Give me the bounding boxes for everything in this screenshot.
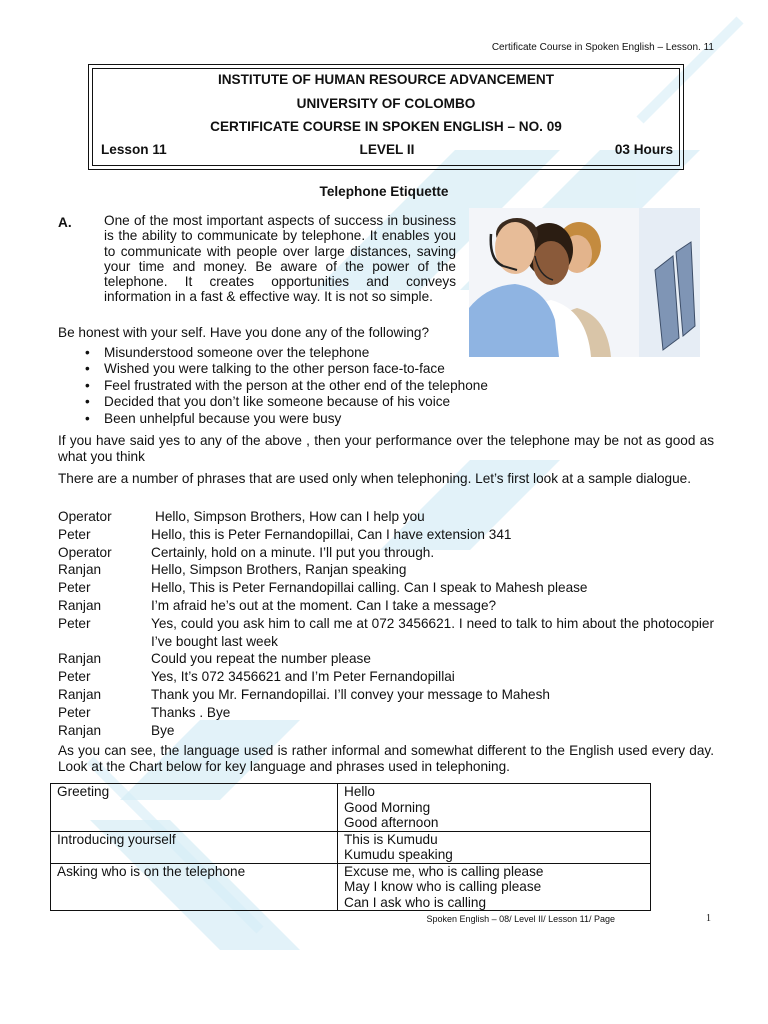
header-box-inner xyxy=(92,68,680,166)
list-item: • Feel frustrated with the person at the other end of the telephone xyxy=(58,378,658,394)
dialogue-line: Yes, It’s 072 3456621 and I’m Peter Fernandopillai xyxy=(151,669,455,685)
dialogue-row xyxy=(58,668,714,686)
speaker-name: Ranjan xyxy=(58,722,102,738)
speaker-name: Peter xyxy=(58,580,91,596)
dialogue-row xyxy=(58,722,714,740)
speaker-name: Peter xyxy=(58,526,91,542)
dialogue-row xyxy=(58,561,714,579)
page-footer: Spoken English – 08/ Level II/ Lesson 11/ Page xyxy=(426,914,615,924)
page-number: 1 xyxy=(706,913,711,924)
page-title: Telephone Etiquette xyxy=(319,184,449,199)
phrase: Can I ask who is calling xyxy=(344,894,487,910)
phrases-chart xyxy=(50,783,651,911)
dialogue-row xyxy=(58,579,714,597)
chart-phrases xyxy=(338,784,651,832)
dialogue-line: Bye xyxy=(151,722,175,738)
section-letter: A. xyxy=(58,215,72,230)
running-head: Certificate Course in Spoken English – Lesson. 11 xyxy=(491,42,714,53)
phrase: May I know who is calling please xyxy=(344,879,542,894)
lesson-row xyxy=(101,142,673,157)
list-item: • Decided that you don’t like someone because of his voice xyxy=(58,394,658,410)
speaker-name: Peter xyxy=(58,704,91,720)
phrase: Good afternoon xyxy=(344,815,439,830)
dialogue-line: Thank you Mr. Fernandopillai. I’ll convey your message to Mahesh xyxy=(151,686,550,702)
phrases-paragraph: There are a number of phrases that are used only when telephoning. Let’s first look at a sample dialogue. xyxy=(58,471,691,486)
dialogue-row xyxy=(58,704,714,722)
chart-phrases xyxy=(338,831,651,863)
chart-label: Asking who is on the telephone xyxy=(51,863,338,911)
language-paragraph: As you can see, the language used is rather informal and somewhat different to the English used every day. Look at the Chart below for key language and phrases used in telephoning. xyxy=(58,743,714,774)
speaker-name: Ranjan xyxy=(58,686,102,702)
speaker-name: Operator xyxy=(58,544,112,560)
list-item: • Wished you were talking to the other person face-to-face xyxy=(58,361,658,377)
dialogue-row xyxy=(58,508,714,526)
course-name: CERTIFICATE COURSE IN SPOKEN ENGLISH – NO. 09 xyxy=(210,119,562,134)
dialogue-line: Hello, Simpson Brothers, Ranjan speaking xyxy=(151,562,407,578)
table-row xyxy=(51,784,651,832)
dialogue-row xyxy=(58,597,714,615)
dialogue-line: Hello, This is Peter Fernandopillai calling. Can I speak to Mahesh please xyxy=(151,580,588,596)
dialogue-line: I’m afraid he’s out at the moment. Can I take a message? xyxy=(151,597,497,613)
chart-phrases xyxy=(338,863,651,911)
lesson-number: Lesson 11 xyxy=(101,142,167,157)
phrase: Kumudu speaking xyxy=(344,847,453,862)
list-item: • Been unhelpful because you were busy xyxy=(58,411,658,427)
speaker-name: Ranjan xyxy=(58,651,102,667)
speaker-name: Peter xyxy=(58,669,91,685)
phrase: Good Morning xyxy=(344,799,431,815)
dialogue-line: Certainly, hold on a minute. I’ll put you through. xyxy=(151,544,435,560)
dialogue-line: Thanks . Bye xyxy=(151,704,231,720)
dialogue-line: Hello, this is Peter Fernandopillai, Can I have extension 341 xyxy=(151,526,512,542)
table-row xyxy=(51,863,651,911)
speaker-name: Operator xyxy=(58,509,112,524)
sample-dialogue xyxy=(58,508,714,739)
dialogue-row xyxy=(58,650,714,668)
duration-label: 03 Hours xyxy=(614,142,673,157)
university-name: UNIVERSITY OF COLOMBO xyxy=(296,96,476,111)
list-item: • Misunderstood someone over the telephone xyxy=(58,345,658,361)
dialogue-row xyxy=(58,686,714,704)
header-box xyxy=(88,64,684,170)
dialogue-line: Could you repeat the number please xyxy=(151,651,371,667)
speaker-name: Peter xyxy=(58,615,91,631)
speaker-name: Ranjan xyxy=(58,562,102,578)
chart-label: Greeting xyxy=(51,784,338,832)
self-check-prompt: Be honest with your self. Have you done any of the following? xyxy=(58,325,430,340)
phrase: This is Kumudu xyxy=(344,831,438,847)
speaker-name: Ranjan xyxy=(58,597,102,613)
dialogue-row xyxy=(58,544,714,562)
bullet-list xyxy=(58,345,658,427)
phrase: Hello xyxy=(344,784,375,799)
table-row xyxy=(51,831,651,863)
dialogue-line: Hello, Simpson Brothers, How can I help you xyxy=(155,509,425,524)
performance-paragraph: If you have said yes to any of the above , then your performance over the telephone may be not as good as what you think xyxy=(58,433,714,464)
dialogue-row xyxy=(58,526,714,544)
dialogue-row xyxy=(58,615,714,651)
institute-name: INSTITUTE OF HUMAN RESOURCE ADVANCEMENT xyxy=(217,72,555,87)
intro-paragraph: One of the most important aspects of success in business is the ability to communicate by telephone. It enables you to communicate with people over large distances, saving your time and money. Be aware of the power of the telephone. It creates opportunities and conveys information in a fast & effective way. It is not so simple. xyxy=(104,213,456,305)
level-label: LEVEL II xyxy=(359,142,415,157)
chart-label: Introducing yourself xyxy=(51,831,338,863)
phrase: Excuse me, who is calling please xyxy=(344,863,544,879)
dialogue-line: Yes, could you ask him to call me at 072 3456621. I need to talk to him about the photocopier I’ve bought last week xyxy=(151,615,714,649)
